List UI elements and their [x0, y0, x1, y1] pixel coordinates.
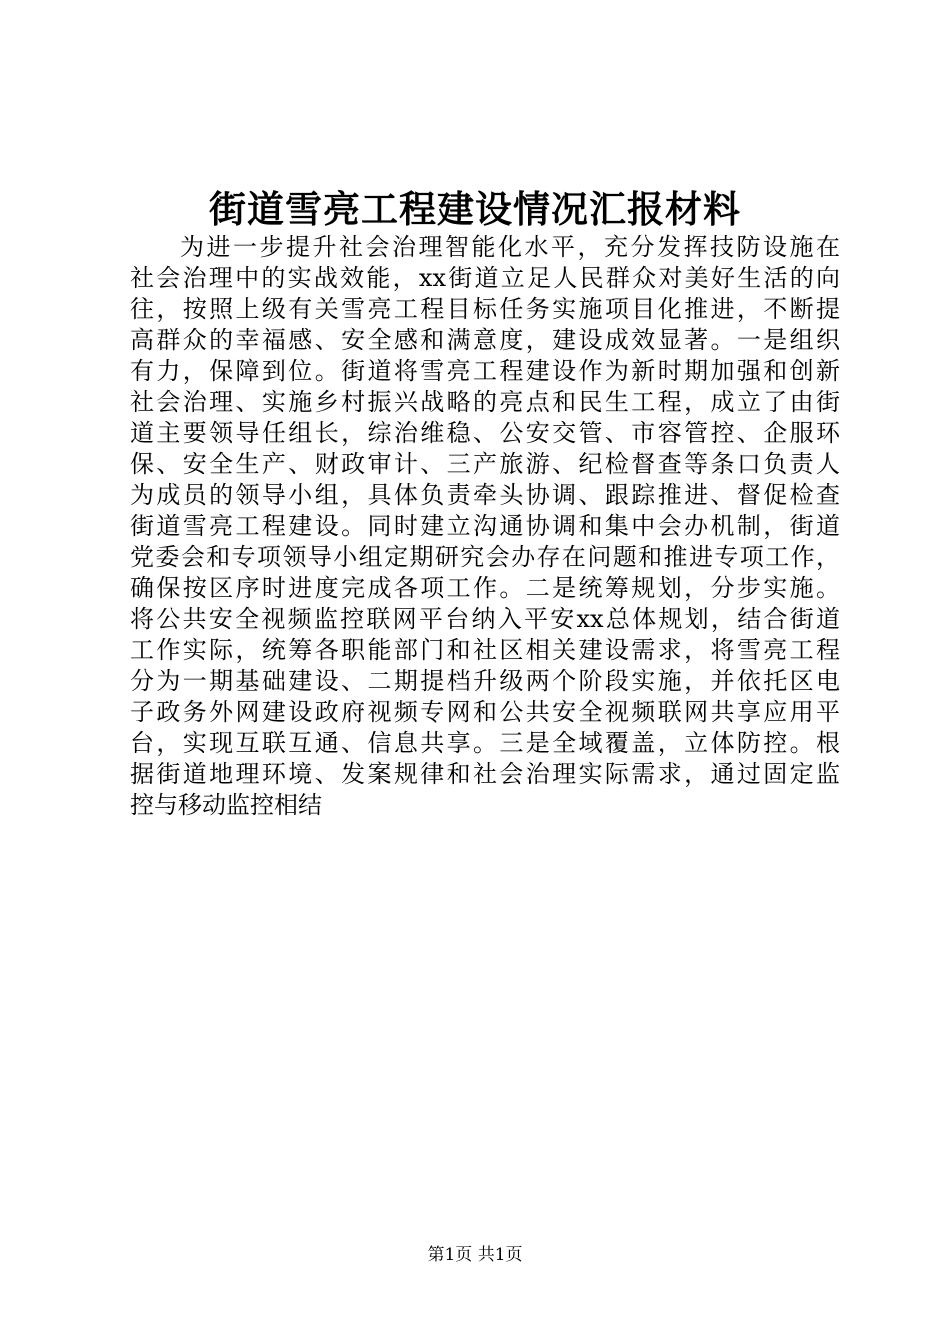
body-line: 为进一步提升社会治理智能化水平，充分发挥技防设施在	[180, 233, 840, 261]
body-line: 据街道地理环境、发案规律和社会治理实际需求，通过固定监	[130, 760, 840, 788]
body-line: 确保按区序时进度完成各项工作。二是统筹规划，分步实施。	[130, 574, 840, 602]
body-line: 有力，保障到位。街道将雪亮工程建设作为新时期加强和创新	[130, 357, 840, 385]
body-line: 子政务外网建设政府视频专网和公共安全视频联网共享应用平	[130, 698, 840, 726]
body-line: 社会治理中的实战效能，xx街道立足人民群众对美好生活的向	[130, 264, 840, 292]
body-paragraph	[130, 232, 840, 821]
body-line: 社会治理、实施乡村振兴战略的亮点和民生工程，成立了由街	[130, 388, 840, 416]
page-footer: 第1页 共1页	[427, 1245, 523, 1265]
body-line: 为成员的领导小组，具体负责牵头协调、跟踪推进、督促检查	[130, 481, 840, 509]
body-line: 分为一期基础建设、二期提档升级两个阶段实施，并依托区电	[130, 667, 840, 695]
body-line: 工作实际，统筹各职能部门和社区相关建设需求，将雪亮工程	[130, 636, 840, 664]
body-line: 控与移动监控相结	[130, 791, 322, 819]
body-line: 高群众的幸福感、安全感和满意度，建设成效显著。一是组织	[130, 326, 840, 354]
body-line: 街道雪亮工程建设。同时建立沟通协调和集中会办机制，街道	[130, 512, 840, 540]
body-line: 将公共安全视频监控联网平台纳入平安xx总体规划，结合街道	[130, 605, 840, 633]
body-line: 党委会和专项领导小组定期研究会办存在问题和推进专项工作，	[130, 543, 840, 571]
body-line: 台，实现互联互通、信息共享。三是全域覆盖，立体防控。根	[130, 729, 840, 757]
body-line: 道主要领导任组长，综治维稳、公安交管、市容管控、企服环	[130, 419, 840, 447]
page-title: 街道雪亮工程建设情况汇报材料	[209, 187, 741, 231]
body-line: 往，按照上级有关雪亮工程目标任务实施项目化推进，不断提	[130, 295, 840, 323]
body-line: 保、安全生产、财政审计、三产旅游、纪检督查等条口负责人	[130, 450, 840, 478]
